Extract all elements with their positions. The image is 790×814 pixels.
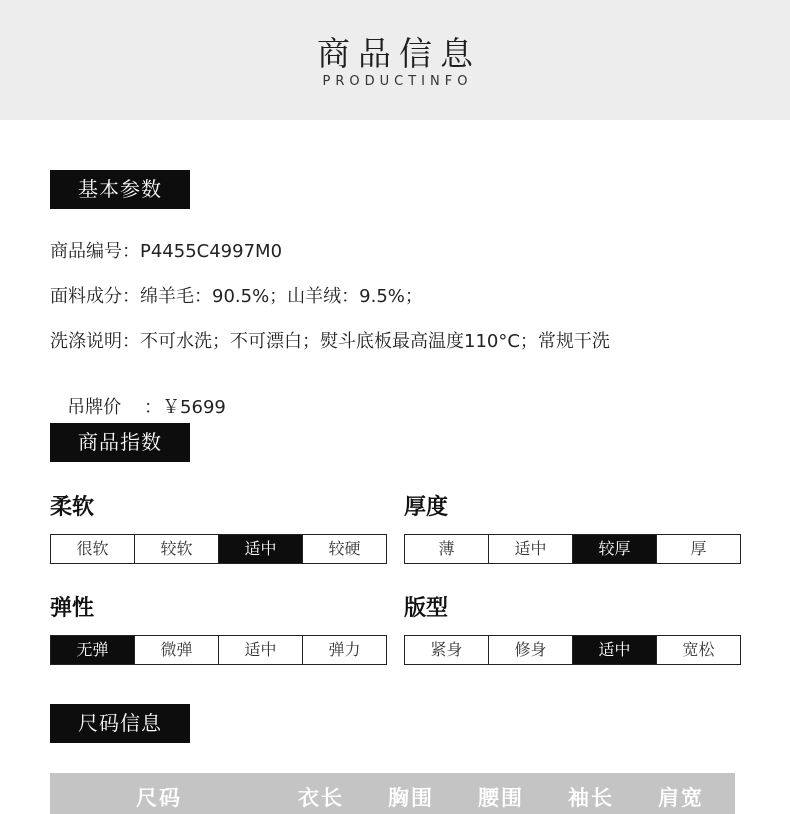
scale-option: 适中 [573, 636, 657, 664]
index-title-fit: 版型 [404, 596, 449, 621]
scale-option: 弹力 [328, 640, 361, 659]
param-label: 面料成分： [50, 286, 140, 307]
scale-option: 很软 [51, 535, 135, 563]
index-title-elasticity: 弹性 [50, 596, 95, 621]
param-label: 吊牌价 ： [61, 397, 163, 418]
param-fabric [50, 282, 423, 308]
scale-option: 适中 [219, 535, 303, 563]
param-value: 绵羊毛：90.5%；山羊绒：9.5%； [140, 286, 423, 307]
param-value: ￥5699 [162, 397, 226, 418]
scale-thickness [404, 534, 741, 564]
size-col-chest: 胸围 [388, 786, 434, 810]
scale-fit [404, 635, 741, 665]
section-product-index: 商品指数 [50, 423, 190, 462]
page-header [0, 0, 790, 120]
scale-option: 适中 [489, 535, 573, 563]
size-col-waist: 腰围 [478, 786, 524, 810]
scale-option: 较软 [135, 535, 219, 563]
scale-option: 无弹 [51, 636, 135, 664]
param-label: 洗涤说明： [50, 331, 140, 352]
param-washing [50, 327, 610, 353]
scale-softness [50, 534, 387, 564]
size-col-length: 衣长 [298, 786, 344, 810]
scale-option: 适中 [219, 636, 303, 664]
section-size-info: 尺码信息 [50, 704, 190, 743]
size-table-header [50, 773, 735, 814]
page-subtitle: PRODUCTINFO [322, 74, 473, 89]
scale-option: 紧身 [405, 636, 489, 664]
index-title-softness: 柔软 [50, 495, 95, 520]
size-col-size: 尺码 [136, 786, 182, 810]
param-value: 不可水洗；不可漂白；熨斗底板最高温度110°C；常规干洗 [140, 331, 610, 352]
scale-option: 厚 [690, 539, 707, 558]
scale-option: 较厚 [573, 535, 657, 563]
scale-option: 微弹 [135, 636, 219, 664]
size-col-sleeve: 袖长 [568, 786, 614, 810]
param-label: 商品编号： [50, 241, 140, 262]
scale-elasticity [50, 635, 387, 665]
scale-option: 薄 [405, 535, 489, 563]
param-price [50, 372, 226, 419]
scale-option: 修身 [489, 636, 573, 664]
size-col-shoulder: 肩宽 [658, 786, 704, 810]
param-product-code [50, 237, 282, 263]
page-title: 商品信息 [317, 34, 481, 73]
section-basic-params: 基本参数 [50, 170, 190, 209]
scale-option: 宽松 [682, 640, 715, 659]
index-title-thickness: 厚度 [404, 495, 449, 520]
param-value: P4455C4997M0 [140, 241, 283, 262]
scale-option: 较硬 [328, 539, 361, 558]
